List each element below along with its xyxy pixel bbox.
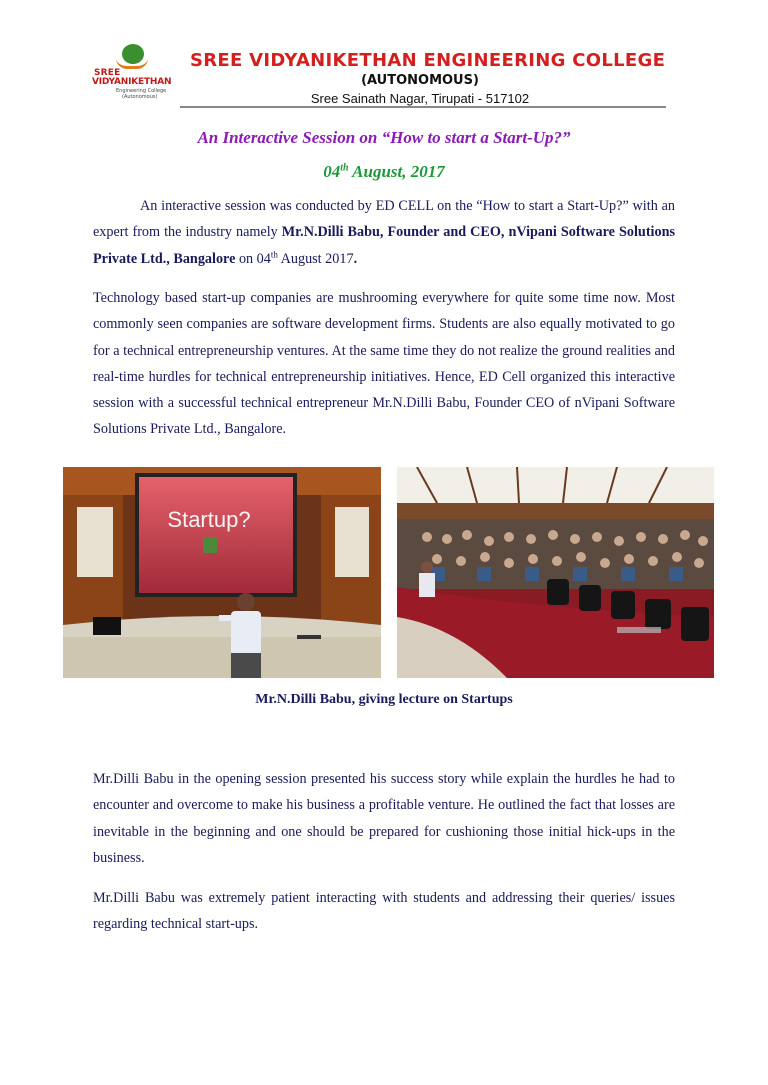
photo-caption: Mr.N.Dilli Babu, giving lecture on Startups bbox=[255, 692, 513, 707]
autonomous-label: (AUTONOMOUS) bbox=[361, 73, 479, 88]
college-address: Sree Sainath Nagar, Tirupati - 517102 bbox=[310, 91, 530, 106]
college-logo bbox=[90, 44, 174, 102]
logo-text-college: Engineering College bbox=[116, 88, 167, 94]
letterhead bbox=[90, 40, 670, 108]
closing-paragraph: Mr.Dilli Babu was extremely patient interacting with students and addressing their queries/ issues regarding technical start-ups. bbox=[93, 890, 675, 933]
session-paragraph: Mr.Dilli Babu in the opening session presented his success story while explain the hurdles he had to encounter and overcome to make his business a profitable venture. He outlined the fact that losses are inevitable in the beginning and one should be prepared for cushioning those initial hick-ups in the business. bbox=[93, 771, 675, 866]
date-rest: August, 2017 bbox=[348, 162, 445, 181]
intro-text-a: An interactive session was conducted by ED CELL on the “How to start a Start-Up?” with an expert from the industry namely bbox=[93, 198, 675, 241]
intro-end: . bbox=[353, 250, 358, 267]
date-suffix: th bbox=[340, 162, 349, 174]
event-title: An Interactive Session on “How to start a Start-Up?” bbox=[197, 128, 571, 147]
intro-sup: th bbox=[270, 248, 278, 259]
logo-text-sree: SREE bbox=[94, 68, 121, 78]
speaker-name: Mr.N.Dilli Babu, Founder and CEO, nVipani Software Solutions Private Ltd., Bangalore bbox=[93, 224, 675, 267]
lecture-photo-drawing bbox=[63, 467, 381, 678]
logo-text-name: VIDYANIKETHAN bbox=[92, 77, 172, 87]
intro-text-c: August 2017 bbox=[277, 250, 354, 267]
intro-text-b: on 04 bbox=[235, 250, 271, 267]
audience-photo bbox=[397, 467, 714, 678]
screen-text: Startup? bbox=[167, 507, 251, 532]
audience-photo-drawing bbox=[397, 467, 714, 678]
college-name: SREE VIDYANIKETHAN ENGINEERING COLLEGE bbox=[190, 50, 666, 71]
logo-text-autonomous: (Autonomous) bbox=[122, 94, 158, 100]
hand-icon bbox=[116, 58, 148, 69]
lecture-photo bbox=[63, 467, 381, 678]
intro-paragraph bbox=[93, 193, 675, 272]
event-date bbox=[0, 162, 768, 182]
date-day: 04 bbox=[323, 162, 341, 181]
background-paragraph: Technology based start-up companies are mushrooming everywhere for quite some time now. Most commonly seen companies are software development firms. Students are also equally motivated to go for a technical entrepreneurship ventures. At the same time they do not realize the ground realities and real-time hurdles for technical entrepreneurship initiatives. Hence, ED Cell organized this interactive session with a successful technical entrepreneur Mr.N.Dilli Babu, Founder CEO of nVipani Software Solutions Private Ltd., Bangalore. bbox=[93, 290, 675, 438]
header-divider bbox=[180, 106, 666, 108]
